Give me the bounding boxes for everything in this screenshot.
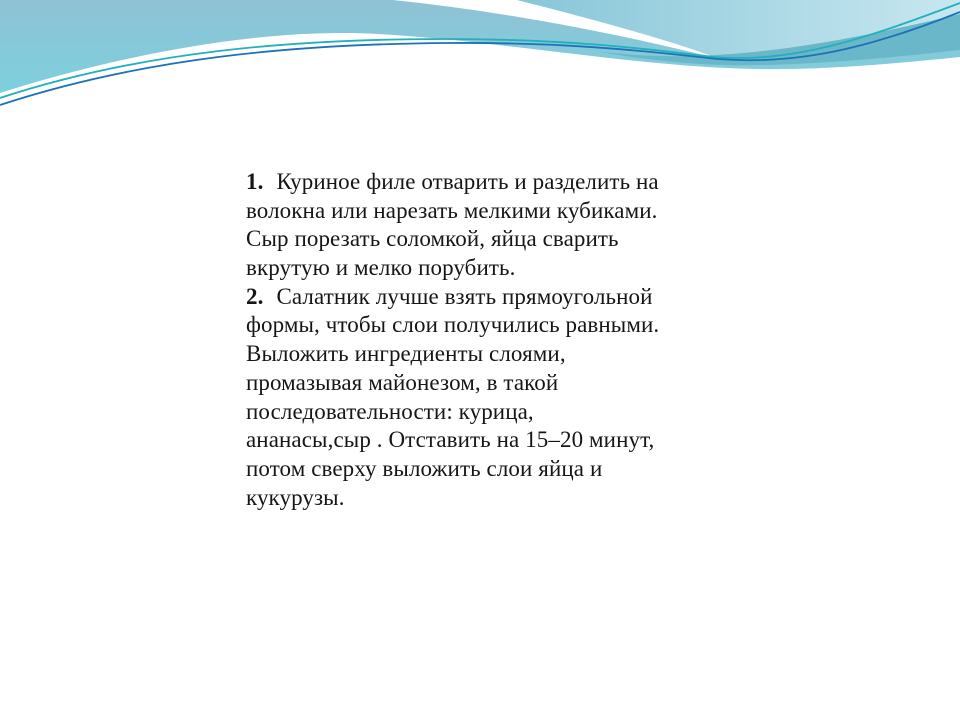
step-number: 1. (246, 169, 264, 194)
text-line: потом сверху выложить слои яйца и (246, 455, 603, 481)
text-line: кукурузы. (246, 484, 345, 510)
text-line (246, 283, 659, 312)
text-line-content: Куриное филе отварить и разделить на (276, 169, 659, 194)
text-line: волокна или нарезать мелкими кубиками. (246, 197, 658, 223)
wave-decoration (0, 0, 960, 140)
text-line: вкрутую и мелко порубить. (246, 255, 516, 281)
recipe-steps-text (246, 168, 659, 512)
recipe-step-1 (246, 168, 659, 283)
text-line: промазывая майонезом, в такой (246, 369, 559, 395)
recipe-step-2 (246, 283, 659, 513)
text-line: ананасы,сыр . Отставить на 15–20 минут, (246, 427, 655, 453)
text-line: последовательности: курица, (246, 398, 534, 424)
text-line-content: Салатник лучше взять прямоугольной (276, 283, 653, 309)
text-line: Выложить ингредиенты слоями, (246, 341, 566, 367)
step-number: 2. (246, 283, 264, 309)
text-line: формы, чтобы слои получились равными. (246, 312, 660, 338)
text-line (246, 168, 659, 197)
text-line: Сыр порезать соломкой, яйца сварить (246, 226, 619, 252)
